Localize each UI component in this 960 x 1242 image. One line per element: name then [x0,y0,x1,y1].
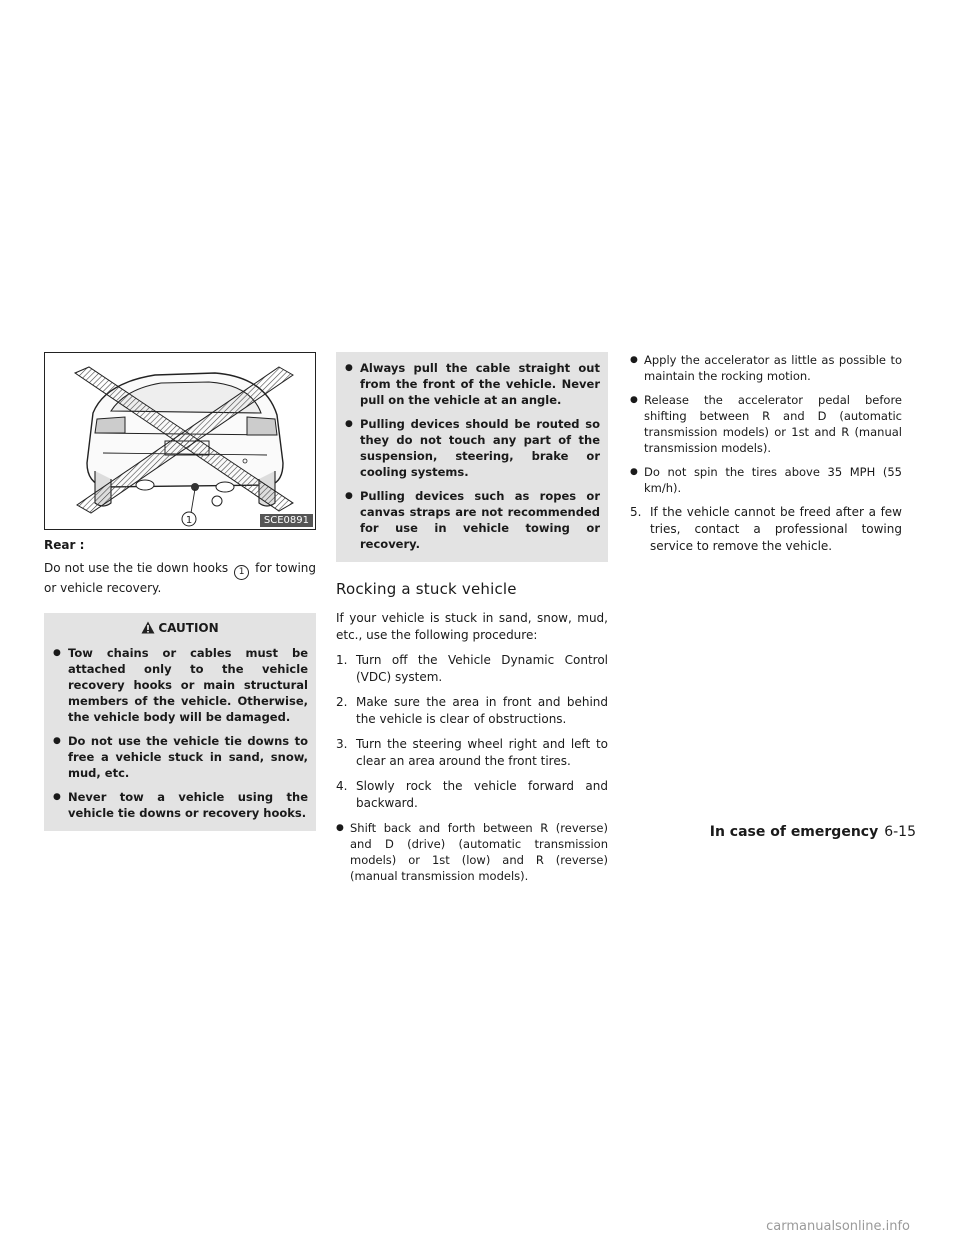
caution-box [44,613,316,831]
procedure-step [336,736,608,770]
step-number: 1. [336,653,348,667]
procedure-step [336,694,608,728]
caution-box-continued [336,352,608,562]
caution-title: CAUTION [158,621,219,635]
step-text: Make sure the area in front and behind the vehicle is clear of obstructions. [356,695,608,726]
procedure-bullet: ● Shift back and forth between R (reverse) and D (drive) (automatic transmission models) or 1st (low) and R (reverse) (manual transmission models). [336,820,608,884]
step-text: Slowly rock the vehicle forward and backward. [356,779,608,810]
left-column [44,352,316,831]
procedure-step [336,652,608,686]
caution-heading [52,621,308,635]
car-rear-illustration [45,353,316,530]
rear-label: Rear : [44,538,85,552]
procedure-step [630,504,902,555]
warning-triangle-icon [141,621,155,634]
callout-marker: 1 [234,565,249,580]
step-number: 2. [336,695,348,709]
rear-tie-down-figure [44,352,316,530]
step-text: If the vehicle cannot be freed after a few tries, contact a professional towing service to remove the vehicle. [650,505,902,553]
section-intro: If your vehicle is stuck in sand, snow, mud, etc., use the following procedure: [336,611,608,642]
procedure-bullet: ● Apply the accelerator as little as possible to maintain the rocking motion. [630,352,902,384]
step-number: 5. [630,505,642,519]
intro-text-before: Do not use the tie down hooks [44,561,229,575]
procedure-step [336,778,608,812]
tie-down-intro [44,560,316,597]
page-footer [710,824,916,840]
step-text: Turn off the Vehicle Dynamic Control (VDC) system. [356,653,608,684]
figure-code: SCE0891 [260,514,313,527]
caution-item: ● Always pull the cable straight out from the front of the vehicle. Never pull on the vehicle at an angle. [344,360,600,408]
watermark: carmanualsonline.info [766,1219,910,1234]
procedure-bullet: ● Release the accelerator pedal before shifting between R and D (automatic transmission models) or 1st and R (manual transmission models). [630,392,902,456]
step-number: 4. [336,779,348,793]
middle-column [336,352,608,892]
figure-callout-number: 1 [185,515,193,526]
caution-item: ● Do not use the vehicle tie downs to free a vehicle stuck in sand, snow, mud, etc. [52,733,308,781]
page-number: 6-15 [884,824,916,840]
procedure-bullet: ● Do not spin the tires above 35 MPH (55 km/h). [630,464,902,496]
caution-item: ● Never tow a vehicle using the vehicle tie downs or recovery hooks. [52,789,308,821]
caution-item: ● Tow chains or cables must be attached only to the vehicle recovery hooks or main structural members of the vehicle. Otherwise, the vehicle body will be damaged. [52,645,308,725]
step-number: 3. [336,737,348,751]
right-column [630,352,902,563]
caution-item: ● Pulling devices should be routed so they do not touch any part of the suspension, steering, brake or cooling systems. [344,416,600,480]
section-title: Rocking a stuck vehicle [336,580,517,598]
intro-text-after: for towing or vehicle recovery. [44,561,316,595]
step-text: Turn the steering wheel right and left to clear an area around the front tires. [356,737,608,768]
caution-item: ● Pulling devices such as ropes or canvas straps are not recommended for use in vehicle towing or recovery. [344,488,600,552]
footer-section-name: In case of emergency [709,824,879,840]
